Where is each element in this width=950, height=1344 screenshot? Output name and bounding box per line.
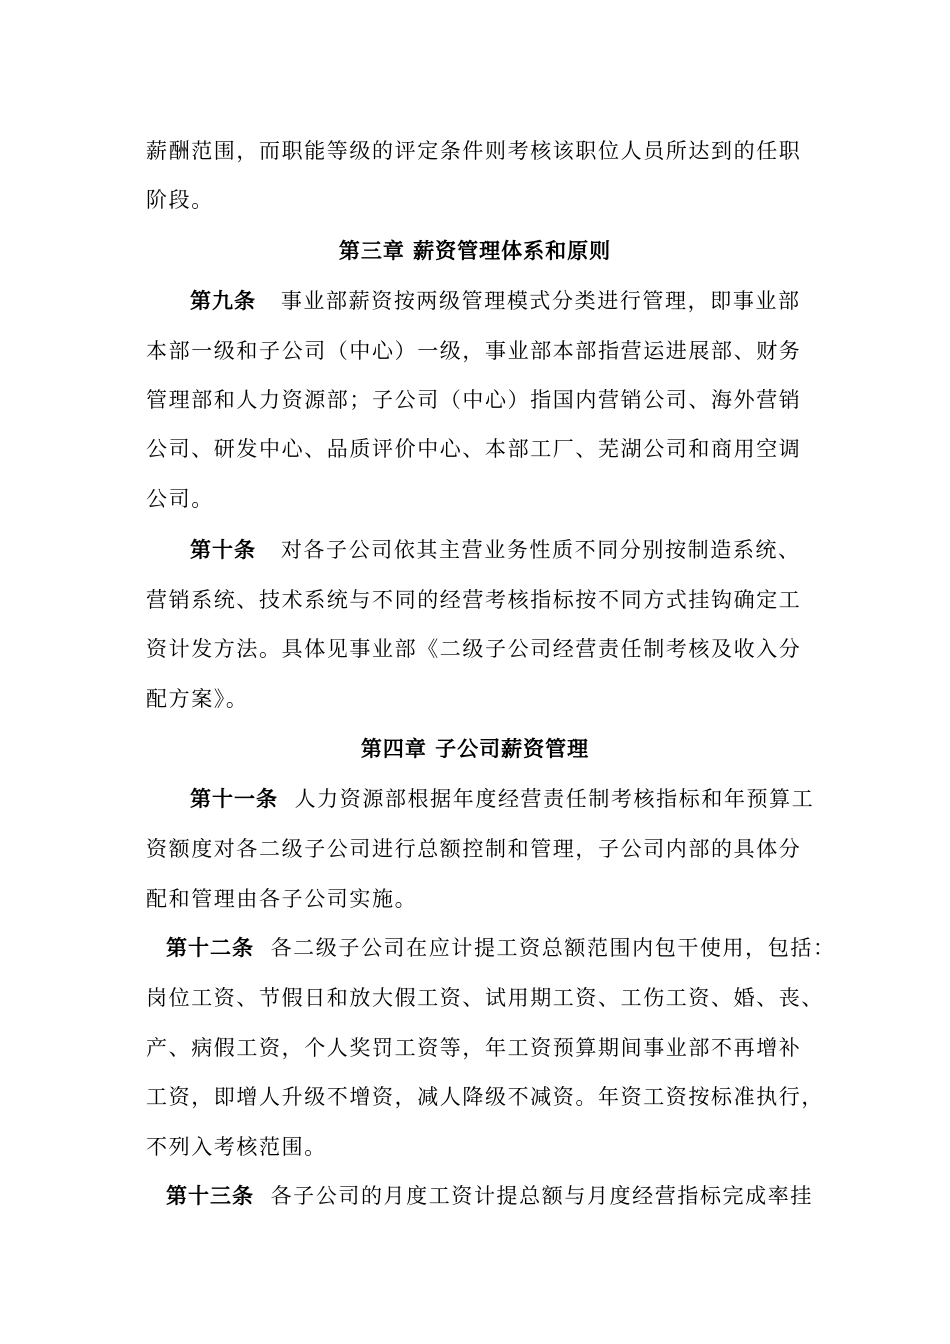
article-first-line bbox=[166, 933, 836, 963]
article-first-line bbox=[166, 1181, 813, 1211]
article-first-line bbox=[190, 286, 801, 316]
paragraph-line: 资计发方法。具体见事业部《二级子公司经营责任制考核及收入分 bbox=[146, 637, 802, 661]
article-first-line bbox=[190, 535, 801, 565]
chapter-heading: 第四章 子公司薪资管理 bbox=[360, 736, 590, 761]
paragraph-line: 资额度对各二级子公司进行总额控制和管理，子公司内部的具体分 bbox=[146, 837, 802, 861]
paragraph-line: 营销系统、技术系统与不同的经营考核指标按不同方式挂钩确定工 bbox=[146, 588, 802, 612]
paragraph-line: 工资，即增人升级不增资，减人降级不减资。年资工资按标准执行， bbox=[146, 1085, 824, 1109]
paragraph-line: 产、病假工资，个人奖罚工资等，年工资预算期间事业部不再增补 bbox=[146, 1036, 802, 1060]
paragraph-line: 管理部和人力资源部；子公司（中心）指国内营销公司、海外营销 bbox=[146, 388, 802, 412]
article-label: 第十条 bbox=[190, 537, 256, 562]
article-text: 人力资源部根据年度经营责任制考核指标和年预算工 bbox=[294, 787, 815, 811]
paragraph-line: 本部一级和子公司（中心）一级，事业部本部指营运进展部、财务 bbox=[146, 339, 802, 363]
paragraph-line: 岗位工资、节假日和放大假工资、试用期工资、工伤工资、婚、丧、 bbox=[146, 986, 824, 1010]
paragraph-line: 公司、研发中心、品质评价中心、本部工厂、芜湖公司和商用空调 bbox=[146, 437, 802, 461]
article-label: 第十一条 bbox=[190, 786, 278, 811]
chapter-heading: 第三章 薪资管理体系和原则 bbox=[338, 238, 612, 263]
paragraph-line: 阶段。 bbox=[146, 188, 214, 212]
article-label: 第九条 bbox=[190, 288, 256, 313]
article-text: 事业部薪资按两级管理模式分类进行管理，即事业部 bbox=[280, 289, 801, 313]
paragraph-line: 配和管理由各子公司实施。 bbox=[146, 887, 418, 911]
article-first-line bbox=[190, 784, 814, 814]
paragraph-line: 配方案》。 bbox=[146, 687, 249, 711]
paragraph-line: 公司。 bbox=[146, 487, 214, 511]
article-text: 各子公司的月度工资计提总额与月度经营指标完成率挂 bbox=[270, 1184, 813, 1208]
article-text: 对各子公司依其主营业务性质不同分别按制造系统、 bbox=[280, 538, 801, 562]
paragraph-line: 不列入考核范围。 bbox=[146, 1135, 327, 1159]
article-label: 第十三条 bbox=[166, 1183, 254, 1208]
article-label: 第十二条 bbox=[166, 935, 254, 960]
article-text: 各二级子公司在应计提工资总额范围内包干使用，包括： bbox=[270, 936, 836, 960]
paragraph-line: 薪酬范围，而职能等级的评定条件则考核该职位人员所达到的任职 bbox=[146, 139, 802, 163]
